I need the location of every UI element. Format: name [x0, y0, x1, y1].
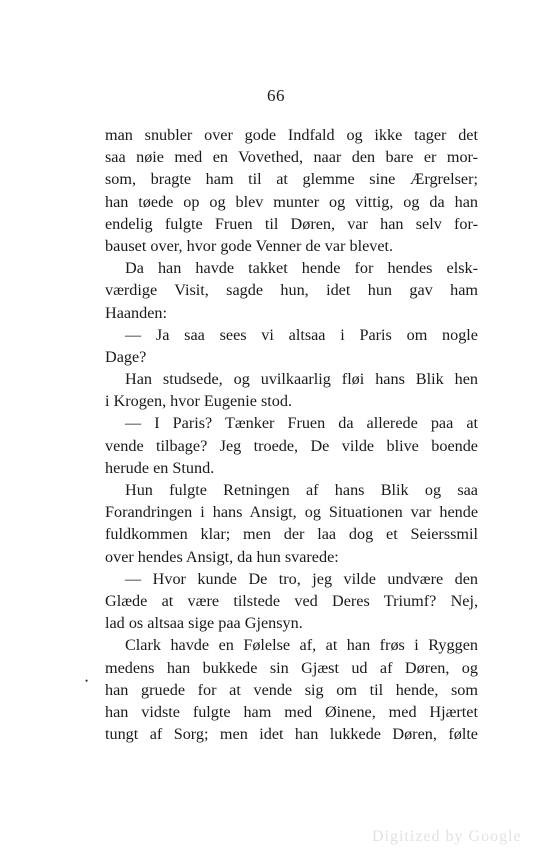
text-line: medens han bukkede sin Gjæst ud af Døren, og: [105, 658, 478, 677]
text-line: — Hvor kunde De tro, jeg vilde undvære den: [125, 569, 478, 588]
text-line: han vidste fulgte ham med Øinene, med Hjærtet: [105, 702, 478, 721]
text-line: Da han havde takket hende for hendes elsk-: [125, 259, 478, 278]
text-line: Hun fulgte Retningen af hans Blik og saa: [125, 481, 478, 499]
text-line: lad os altsaa sige paa Gjensyn.: [105, 614, 303, 633]
text-line: endelig fulgte Fruen til Døren, var han selv for-: [105, 214, 478, 233]
text-line: tungt af Sorg; men idet han lukkede Døren, følte: [105, 725, 478, 744]
text-line: saa nøie med en Vovethed, naar den bare er mor-: [105, 148, 478, 167]
text-line: vende tilbage? Jeg troede, De vilde blive boende: [105, 436, 478, 455]
text-line: man snubler over gode Indfald og ikke tager det: [105, 126, 478, 144]
stray-mark: •: [85, 676, 89, 686]
text-line: Clark havde en Følelse af, at han frøs i Ryggen: [125, 636, 478, 655]
text-line: Haanden:: [105, 303, 168, 322]
text-line: over hendes Ansigt, da hun svarede:: [105, 547, 339, 566]
text-line: herude en Stund.: [105, 458, 215, 477]
text-line: han gruede for at vende sig om til hende, som: [105, 680, 478, 699]
scan-watermark: Digitized by Google: [372, 828, 522, 845]
page-number: 66: [267, 86, 285, 105]
text-line: værdige Visit, sagde hun, idet hun gav ham: [105, 281, 478, 300]
text-line: i Krogen, hvor Eugenie stod.: [105, 392, 293, 411]
text-line: bauset over, hvor gode Venner de var blevet.: [105, 236, 394, 255]
text-line: som, bragte ham til at glemme sine Ærgrelser;: [105, 170, 478, 189]
text-line: fuldkommen klar; men der laa dog et Seierssmil: [105, 525, 478, 544]
text-line: — Ja saa sees vi altsaa i Paris om nogle: [125, 325, 478, 344]
text-line: Dage?: [105, 347, 147, 366]
text-line: Glæde at være tilstede ved Deres Triumf? Nej,: [105, 591, 478, 610]
text-line: han tøede op og blev munter og vittig, og da han: [105, 192, 478, 211]
text-line: — I Paris? Tænker Fruen da allerede paa at: [125, 414, 478, 433]
page-body: [105, 124, 478, 745]
text-line: Forandringen i hans Ansigt, og Situationen var hende: [105, 503, 478, 522]
text-line: Han studsede, og uvilkaarlig fløi hans Blik hen: [125, 370, 478, 389]
